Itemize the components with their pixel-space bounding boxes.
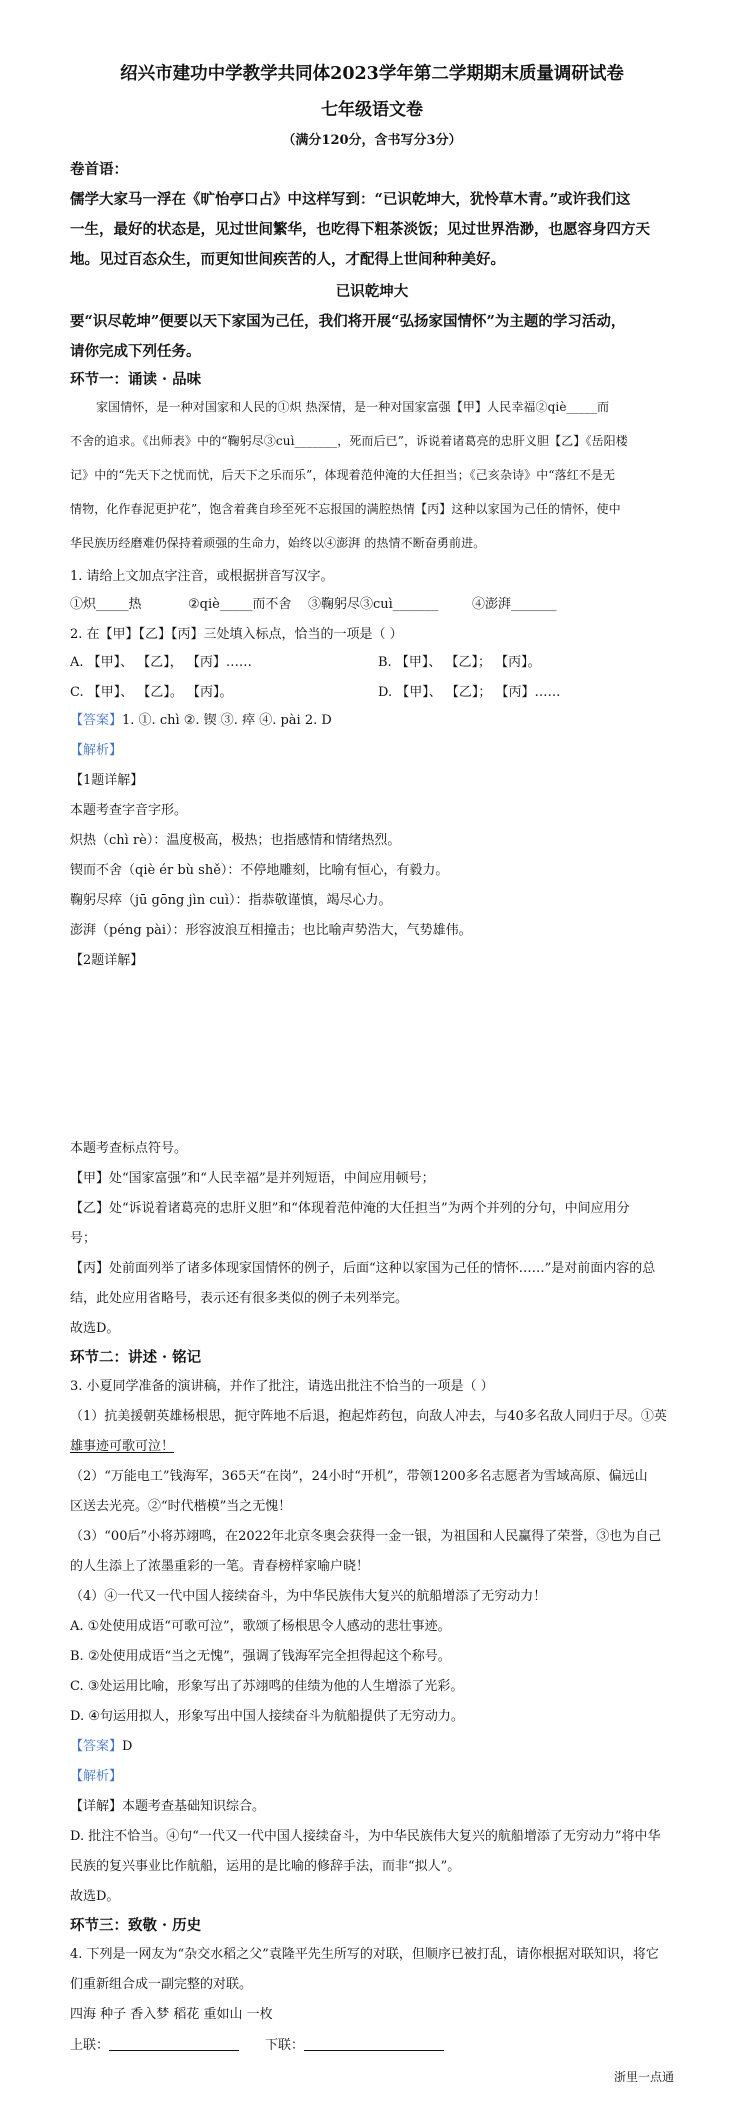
speech-line: （2）“万能电工”钱海军，365天“在岗”，24小时“开机”，带领1200多名志愿者为雪域高原、偏远山 xyxy=(70,1469,648,1484)
detail-line: 民族的复兴事业比作航船，运用的是比喻的修辞手法，而非“拟人”。 xyxy=(70,1859,461,1874)
upper-couplet-blank[interactable] xyxy=(109,2036,239,2051)
question-3: 3. 小夏同学准备的演讲稿，并作了批注，请选出批注不恰当的一项是（ ） xyxy=(70,1379,494,1394)
detail-line: 号； xyxy=(70,1231,97,1246)
answer-text: D xyxy=(122,1739,133,1754)
part3-heading: 环节三：致敬 · 历史 xyxy=(70,1917,202,1934)
section-center-title: 已识乾坤大 xyxy=(335,283,409,300)
q2-option-d: D. 【甲】、 【乙】； 【丙】…… xyxy=(378,685,561,700)
detail-line: 故选D。 xyxy=(70,1889,120,1904)
q1-item: ②qiè_____而不舍 xyxy=(188,597,292,612)
q1-item: ③鞠躬尽③cuì_______ xyxy=(308,597,439,612)
question-2: 2. 在【甲】【乙】【丙】三处填入标点，恰当的一项是（ ） xyxy=(70,627,403,642)
answer-label: 【答案】 xyxy=(70,1739,123,1754)
q3-option-d: D. ④句运用拟人，形象写出中国人接续奋斗为航船提供了无穷动力。 xyxy=(70,1709,464,1724)
answer-text: 1. ①. chì ②. 锲 ③. 瘁 ④. pài 2. D xyxy=(122,713,332,728)
part2-heading: 环节二：讲述 · 铭记 xyxy=(70,1349,202,1366)
question-4: 4. 下列是一网友为“杂交水稻之父”袁隆平先生所写的对联，但顺序已被打乱，请你根据对联知识，将它 xyxy=(70,1947,659,1962)
speech-line: 区送去光亮。②“时代楷模”当之无愧！ xyxy=(70,1499,292,1514)
intro-line: 一生，最好的状态是，见过世间繁华，也吃得下粗茶淡饭；见过世界浩渺，也愿容身四方天 xyxy=(70,221,650,238)
detail-line: 结，此处应用省略号，表示还有很多类似的例子未列举完。 xyxy=(70,1291,409,1306)
task-line: 要“识尽乾坤”便要以天下家国为己任，我们将开展“弘扬家国情怀”为主题的学习活动， xyxy=(70,313,626,330)
footer-brand: 浙里一点通 xyxy=(613,2070,674,2084)
q2-option-b: B. 【甲】、 【乙】； 【丙】。 xyxy=(378,655,541,670)
detail-line: 【详解】本题考查基础知识综合。 xyxy=(70,1799,266,1814)
q1-detail-label: 【1题详解】 xyxy=(70,773,144,788)
couplet-answer-row xyxy=(70,2036,444,2055)
speech-line: 雄事迹可歌可泣！ xyxy=(70,1439,175,1454)
detail-line: 【丙】处前面列举了诸多体现家国情怀的例子，后面“这种以家国为己任的情怀……”是对前面内容的总 xyxy=(70,1261,656,1276)
lower-couplet-blank[interactable] xyxy=(304,2036,444,2051)
intro-heading: 卷首语： xyxy=(70,161,128,178)
detail-line: 【乙】处“诉说着诸葛亮的忠肝义胆”和“体现着范仲淹的大任担当”为两个并列的分句，中间应用分 xyxy=(70,1201,630,1216)
score-note: （满分120分，含书写分3分） xyxy=(282,133,462,148)
answer-row xyxy=(70,1738,132,1756)
passage-line: 情物，化作春泥更护花”，饱含着龚自珍至死不忘报国的满腔热情【丙】这种以家国为己任的情怀，使中 xyxy=(70,502,621,516)
analysis-label: 【解析】 xyxy=(70,1769,123,1784)
intro-line: 儒学大家马一浮在《旷怡亭口占》中这样写到：“已识乾坤大，犹怜草木青。”或许我们这 xyxy=(70,191,631,208)
question-4: 们重新组合成一副完整的对联。 xyxy=(70,1977,253,1992)
intro-line: 地。见过百态众生，而更知世间疾苦的人，才配得上世间种种美好。 xyxy=(70,251,505,268)
detail-line: 【甲】处“国家富强”和“人民幸福”是并列短语，中间应用顿号； xyxy=(70,1171,435,1186)
passage-line: 记》中的“先天下之忧而忧，后天下之乐而乐”，体现着范仲淹的大任担当；《己亥杂诗》中“落红不是无 xyxy=(70,468,616,482)
q3-option-c: C. ③处运用比喻，形象写出了苏翊鸣的佳绩为他的人生增添了光彩。 xyxy=(70,1679,464,1694)
exam-title: 绍兴市建功中学教学共同体2023学年第二学期期末质量调研试卷 xyxy=(120,64,624,84)
detail-line: 炽热（chì rè）：温度极高，极热；也指感情和情绪热烈。 xyxy=(70,833,401,848)
passage-line: 华民族历经磨难仍保持着顽强的生命力，始终以④澎湃 的热情不断奋勇前进。 xyxy=(70,536,486,550)
detail-line: D. 批注不恰当。④句“一代又一代中国人接续奋斗，为中华民族伟大复兴的航船增添了无穷动力”将中华 xyxy=(70,1829,661,1844)
question-1: 1. 请给上文加点字注音，或根据拼音写汉字。 xyxy=(70,569,334,584)
passage-line: 不舍的追求。《出师表》中的“鞠躬尽③cuì_______，死而后已”，诉说着诸葛亮的忠肝义胆【乙】《岳阳楼 xyxy=(70,434,628,448)
speech-line: （4）④一代又一代中国人接续奋斗，为中华民族伟大复兴的航船增添了无穷动力！ xyxy=(70,1589,547,1604)
detail-line: 澎湃（péng pài）：形容波浪互相撞击；也比喻声势浩大，气势雄伟。 xyxy=(70,923,472,938)
detail-line: 鞠躬尽瘁（jū gōng jìn cuì）：指恭敬谨慎，竭尽心力。 xyxy=(70,893,392,908)
q1-item: ①炽_____热 xyxy=(70,597,142,612)
detail-line: 锲而不舍（qiè ér bù shě）：不停地雕刻，比喻有恒心，有毅力。 xyxy=(70,863,449,878)
part1-heading: 环节一：诵读 · 品味 xyxy=(70,371,202,388)
couplet-words: 四海 种子 香入梦 稻花 重如山 一枚 xyxy=(70,2007,273,2022)
q2-detail-label: 【2题详解】 xyxy=(70,953,144,968)
q3-option-a: A. ①处使用成语“可歌可泣”，歌颂了杨根思令人感动的悲壮事迹。 xyxy=(70,1619,451,1634)
answer-row xyxy=(70,712,332,730)
upper-couplet-label: 上联： xyxy=(70,2038,110,2053)
lower-couplet-label: 下联： xyxy=(265,2038,305,2053)
q1-item: ④澎湃_______ xyxy=(472,597,557,612)
task-line: 请你完成下列任务。 xyxy=(70,343,201,360)
q2-option-c: C. 【甲】、 【乙】。 【丙】。 xyxy=(70,685,233,700)
q3-option-b: B. ②处使用成语“当之无愧”，强调了钱海军完全担得起这个称号。 xyxy=(70,1649,451,1664)
speech-line: 的人生添上了浓墨重彩的一笔。青春榜样家喻户晓！ xyxy=(70,1559,370,1574)
q2-option-a: A. 【甲】、 【乙】， 【丙】…… xyxy=(70,655,252,670)
detail-line: 本题考查标点符号。 xyxy=(70,1141,188,1156)
detail-line: 本题考查字音字形。 xyxy=(70,803,188,818)
passage-line: 家国情怀，是一种对国家和人民的①炽 热深情，是一种对国家富强【甲】人民幸福②qiè_____而 xyxy=(96,400,610,414)
speech-line: （1）抗美援朝英雄杨根思，扼守阵地不后退，抱起炸药包，向敌人冲去，与40多名敌人同归于尽。①英 xyxy=(70,1409,667,1424)
exam-subtitle: 七年级语文卷 xyxy=(321,100,423,120)
answer-label: 【答案】 xyxy=(70,713,123,728)
analysis-label: 【解析】 xyxy=(70,743,123,758)
speech-line: （3）“00后”小将苏翊鸣，在2022年北京冬奥会获得一金一银，为祖国和人民赢得了荣誉，③也为自己 xyxy=(70,1529,662,1544)
detail-line: 故选D。 xyxy=(70,1321,120,1336)
